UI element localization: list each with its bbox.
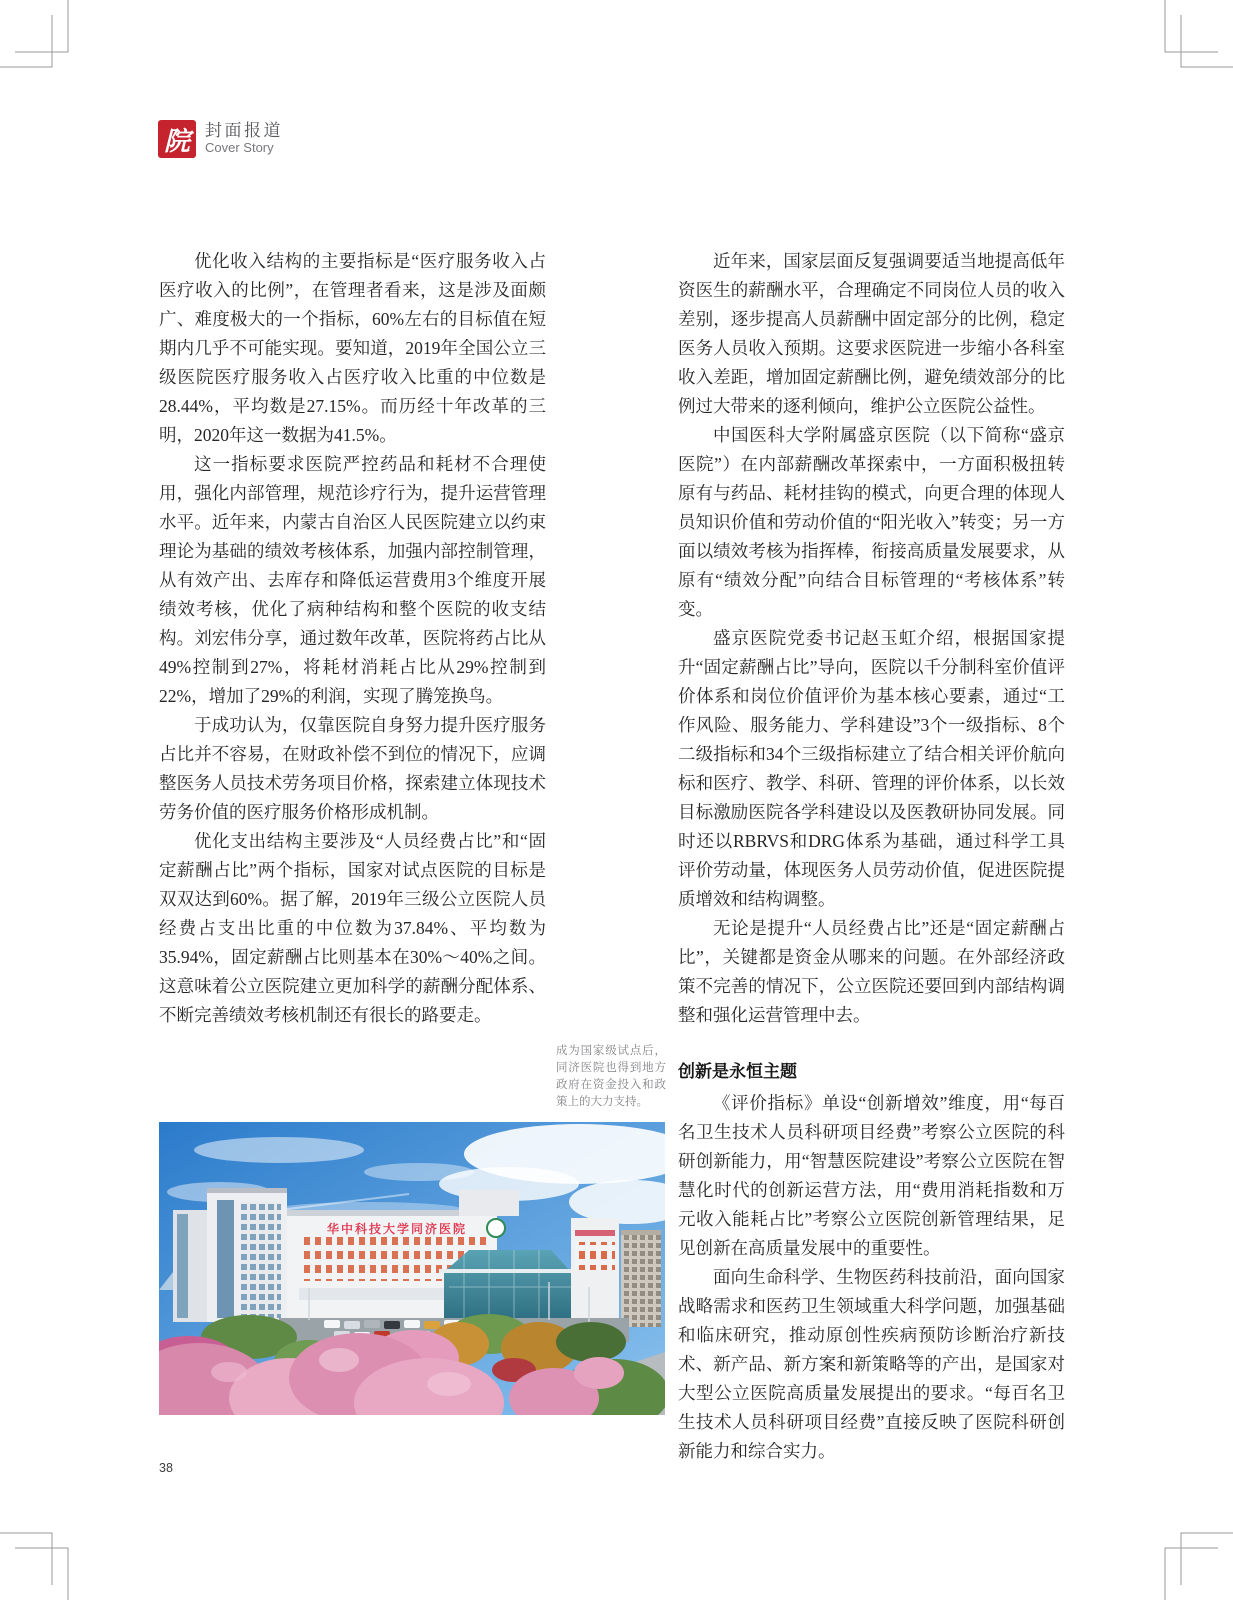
page-number: 38 — [159, 1461, 173, 1475]
right-column — [678, 247, 1065, 1466]
section-title-en: Cover Story — [205, 140, 274, 155]
hospital-photo — [159, 1122, 665, 1415]
hospital-photo-illustration — [159, 1122, 665, 1415]
logo-glyph: 院 — [163, 126, 190, 156]
section-title-zh: 封面报道 — [205, 121, 283, 140]
masthead — [158, 120, 283, 158]
body-paragraph: 优化支出结构主要涉及“人员经费占比”和“固定薪酬占比”两个指标，国家对试点医院的目标是双双达到60%。据了解，2019年三级公立医院人员经费占支出比重的中位数为37.84%、平均数为35.94%，固定薪酬占比则基本在30%～40%之间。这意味着公立医院建立更加科学的薪酬分配体系、不断完善绩效考核机制还有很长的路要走。 — [159, 831, 546, 1025]
body-paragraph: 优化收入结构的主要指标是“医疗服务收入占医疗收入的比例”，在管理者看来，这是涉及面颇广、难度极大的一个指标，60%左右的目标值在短期内几乎不可能实现。要知道，2019年全国公立三级医院医疗服务收入占医疗收入比重的中位数是28.44%，平均数是27.15%。而历经十年改革的三明，2020年这一数据为41.5%。 — [159, 251, 546, 445]
section-title — [205, 120, 283, 156]
body-paragraph: 中国医科大学附属盛京医院（以下简称“盛京医院”）在内部薪酬改革探索中，一方面积极扭转原有与药品、耗材挂钩的模式，向更合理的体现人员知识价值和劳动价值的“阳光收入”转变；另一方面以绩效考核为指挥棒，衔接高质量发展要求，从原有“绩效分配”向结合目标管理的“考核体系”转变。 — [678, 425, 1065, 619]
body-paragraph: 于成功认为，仅靠医院自身努力提升医疗服务占比并不容易，在财政补偿不到位的情况下，应调整医务人员技术劳务项目价格，探索建立体现技术劳务价值的医疗服务价格形成机制。 — [159, 715, 546, 822]
photo-caption: 成为国家级试点后，同济医院也得到地方政府在资金投入和政策上的大力支持。 — [556, 1045, 666, 1108]
body-paragraph: 面向生命科学、生物医药科技前沿，面向国家战略需求和医药卫生领域重大科学问题，加强基础和临床研究，推动原创性疾病预防诊断治疗新技术、新产品、新方案和新策略等的产出，是国家对大型公立医院高质量发展提出的要求。“每百名卫生技术人员科研项目经费”直接反映了医院科研创新能力和综合实力。 — [678, 1267, 1065, 1461]
building-sign-text: 华中科技大学同济医院 — [326, 1222, 468, 1236]
section-subheading: 创新是永恒主题 — [678, 1062, 797, 1081]
body-paragraph: 《评价指标》单设“创新增效”维度，用“每百名卫生技术人员科研项目经费”考察公立医院的科研创新能力，用“智慧医院建设”考察公立医院在智慧化时代的创新运营方法，用“费用消耗指数和万元收入能耗占比”考察公立医院创新管理结果，足见创新在高质量发展中的重要性。 — [678, 1093, 1065, 1258]
magazine-logo-icon — [158, 120, 196, 158]
body-paragraph: 盛京医院党委书记赵玉虹介绍，根据国家提升“固定薪酬占比”导向，医院以千分制科室价值评价体系和岗位价值评价为基本核心要素，通过“工作风险、服务能力、学科建设”3个一级指标、8个二级指标和34个三级指标建立了结合相关评价航向标和医疗、教学、科研、管理的评价体系，以长效目标激励医院各学科建设以及医教研协同发展。同时还以RBRVS和DRG体系为基础，通过科学工具评价劳动量，体现医务人员劳动价值，促进医院提质增效和结构调整。 — [678, 628, 1065, 909]
body-paragraph: 这一指标要求医院严控药品和耗材不合理使用，强化内部管理，规范诊疗行为，提升运营管理水平。近年来，内蒙古自治区人民医院建立以约束理论为基础的绩效考核体系，加强内部控制管理，从有效产出、去库存和降低运营费用3个维度开展绩效考核，优化了病种结构和整个医院的收支结构。刘宏伟分享，通过数年改革，医院将药占比从49%控制到27%，将耗材消耗占比从29%控制到22%，增加了29%的利润，实现了腾笼换鸟。 — [159, 454, 546, 706]
body-paragraph: 无论是提升“人员经费占比”还是“固定薪酬占比”，关键都是资金从哪来的问题。在外部经济政策不完善的情况下，公立医院还要回到内部结构调整和强化运营管理中去。 — [678, 918, 1065, 1025]
body-paragraph: 近年来，国家层面反复强调要适当地提高低年资医生的薪酬水平，合理确定不同岗位人员的收入差别，逐步提高人员薪酬中固定部分的比例，稳定医务人员收入预期。这要求医院进一步缩小各科室收入差距，增加固定薪酬比例，避免绩效部分的比例过大带来的逐利倾向，维护公立医院公益性。 — [678, 251, 1065, 416]
left-column — [159, 247, 546, 1030]
